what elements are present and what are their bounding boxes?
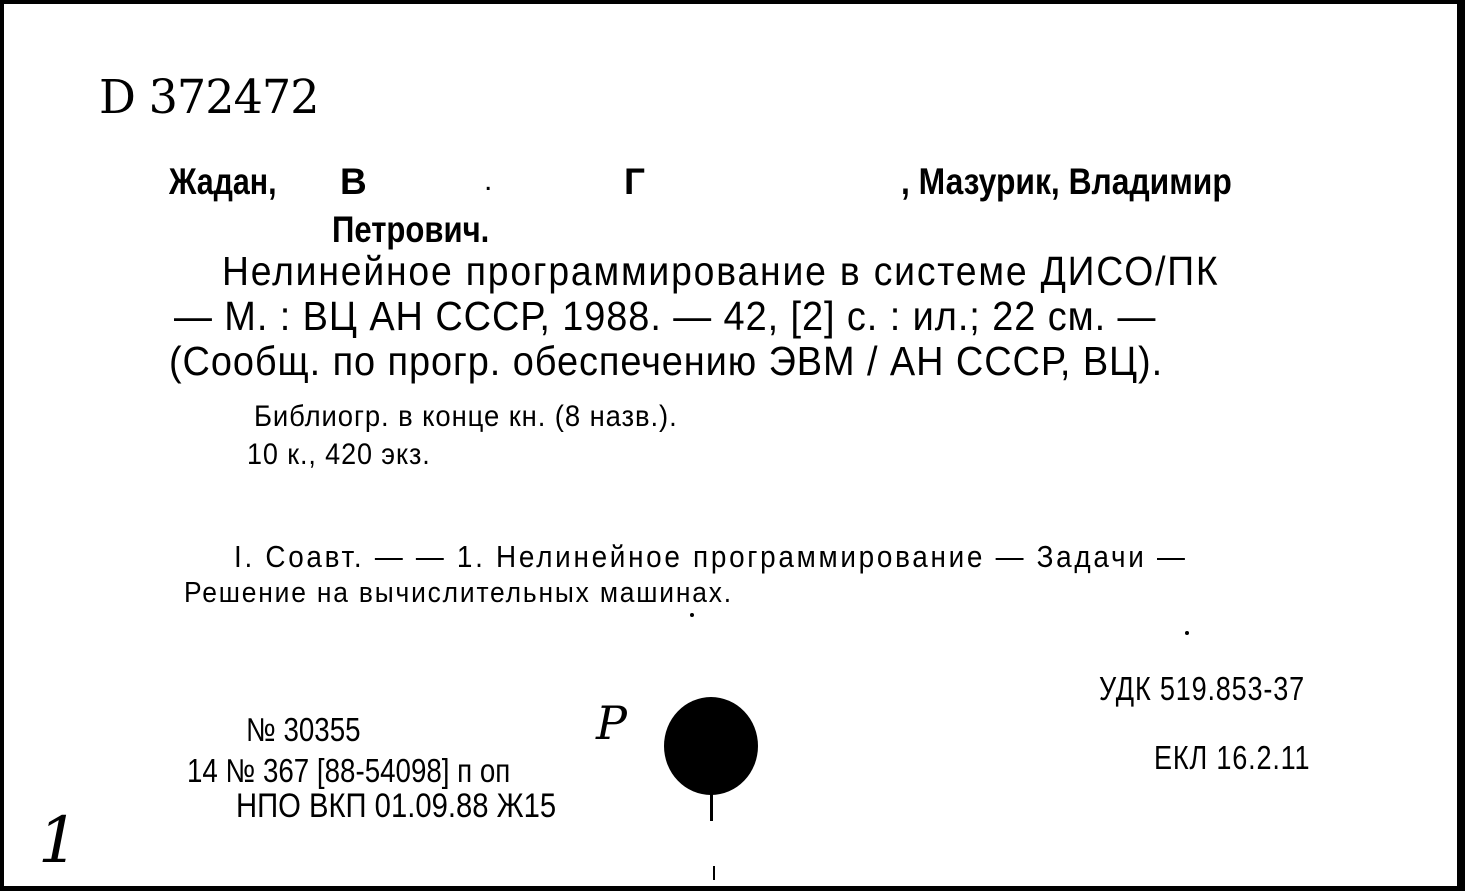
note-price-copies: 10 к., 420 экз.: [247, 438, 431, 471]
punch-hole-tail: [710, 793, 713, 821]
author-first-mark: .: [484, 164, 493, 197]
speck-mark: [690, 613, 694, 617]
tracings-line-1: I. Соавт. — — 1. Нелинейное программирование — Задачи —: [234, 539, 1188, 574]
handwritten-mark: 1: [38, 804, 79, 878]
order-number: № 30355: [246, 711, 361, 748]
author-first-second-initial: Г: [624, 161, 645, 202]
author-first-surname: Жадан,: [169, 161, 277, 202]
speck-mark: [1185, 631, 1189, 635]
author-second-name: , Мазурик, Владимир: [901, 161, 1232, 202]
imprint-line-2: 14 № 367 [88-54098] п оп: [187, 752, 511, 789]
call-number: D 372472: [99, 70, 319, 125]
note-bibliography: Библиогр. в конце кн. (8 назв.).: [254, 400, 678, 433]
description-line-1: Нелинейное программирование в системе ДИСО/ПК: [222, 248, 1220, 294]
mark-letter: Р: [596, 696, 627, 750]
punch-hole: [664, 697, 758, 795]
bottom-tick-mark: [713, 866, 715, 880]
description-line-2: — М. : ВЦ АН СССР, 1988. — 42, [2] с. : ил.; 22 см. —: [174, 293, 1157, 339]
author-first-initial: В: [340, 161, 367, 202]
author-second-patronymic: Петрович.: [332, 209, 490, 250]
description-line-3: (Сообщ. по прогр. обеспечению ЭВМ / АН СССР, ВЦ).: [169, 338, 1164, 384]
ekl-code: ЕКЛ 16.2.11: [1154, 739, 1311, 776]
imprint-line-3: НПО ВКП 01.09.88 Ж15: [236, 787, 557, 825]
udk-code: УДК 519.853-37: [1099, 670, 1305, 707]
tracings-line-2: Решение на вычислительных машинах.: [184, 577, 733, 609]
